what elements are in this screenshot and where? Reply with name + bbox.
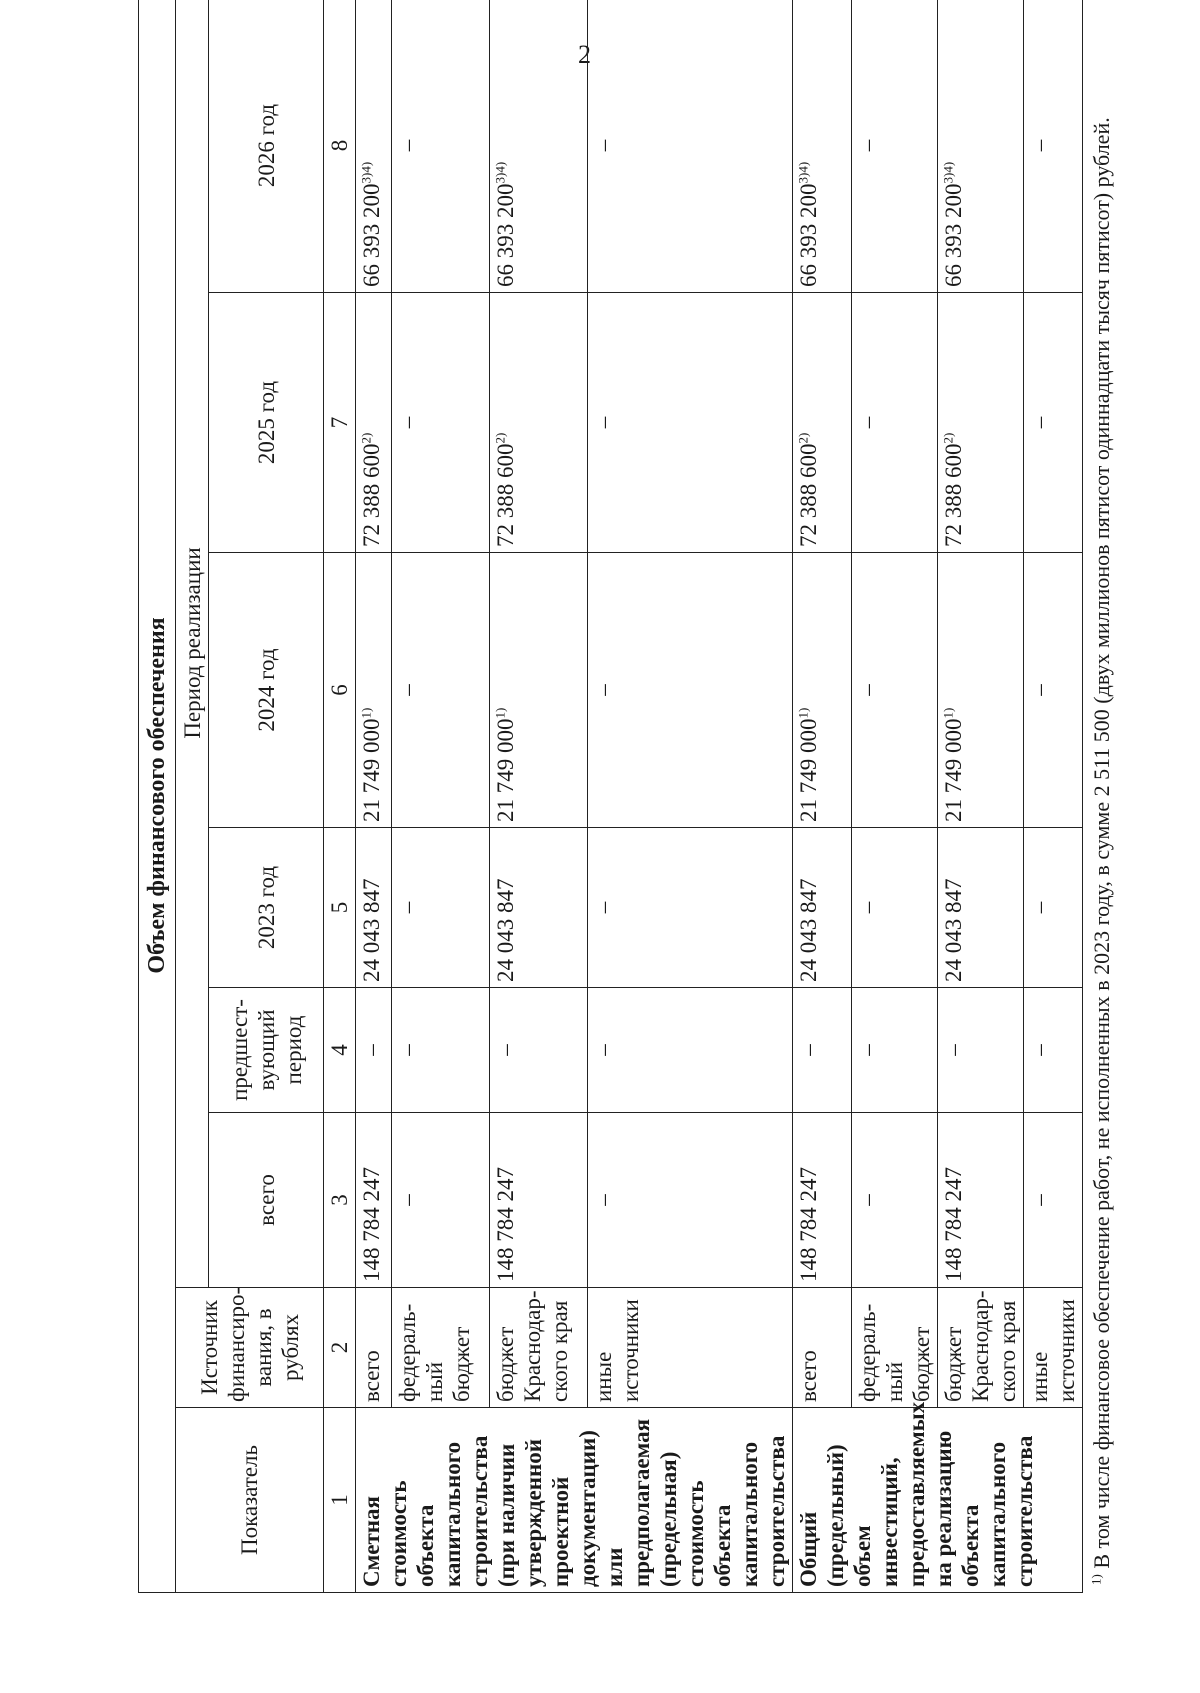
y2024-cell: – (1024, 553, 1083, 828)
col-number: 8 (324, 0, 356, 293)
table-row (392, 0, 490, 1593)
header-period: Период реализации (176, 0, 209, 1288)
previous-cell: – (356, 988, 392, 1113)
header-previous: предшест-вующий период (209, 988, 324, 1113)
footnote-ref: 1) (492, 707, 508, 719)
table-row (938, 0, 1024, 1593)
col-number: 3 (324, 1113, 356, 1288)
header-total: всего (209, 1113, 324, 1288)
y2025-cell: – (852, 293, 938, 553)
table-title-row (139, 0, 176, 1593)
y2024-cell: – (588, 553, 793, 828)
footnote-ref: 1) (795, 707, 811, 719)
y2025-cell (356, 293, 392, 553)
y2026-cell (356, 0, 392, 293)
value: 72 388 600 (359, 443, 384, 547)
y2025-cell: – (392, 293, 490, 553)
table-row (490, 0, 588, 1593)
y2026-cell (793, 0, 852, 293)
footnote-ref: 2) (358, 432, 374, 444)
footnote-ref: 1) (358, 707, 374, 719)
value: 66 393 200 (941, 183, 966, 287)
y2023-cell: 24 043 847 (356, 828, 392, 988)
header-2023: 2023 год (209, 828, 324, 988)
col-number: 2 (324, 1288, 356, 1408)
source-cell: бюджет Краснодар-ского края (490, 1288, 588, 1408)
y2024-cell: – (392, 553, 490, 828)
total-cell: – (852, 1113, 938, 1288)
footnote-ref: 3)4) (358, 161, 374, 184)
y2025-cell (938, 293, 1024, 553)
previous-cell: – (793, 988, 852, 1113)
table-row (1024, 0, 1083, 1593)
header-row-1 (176, 0, 209, 1593)
source-cell: федераль-ный бюджет (392, 1288, 490, 1408)
y2024-cell (938, 553, 1024, 828)
value: 21 749 000 (359, 718, 384, 822)
value: 21 749 000 (493, 718, 519, 822)
y2024-cell: – (852, 553, 938, 828)
header-2026: 2026 год (209, 0, 324, 293)
column-numbers-row (324, 0, 356, 1593)
y2025-cell (793, 293, 852, 553)
previous-cell: – (938, 988, 1024, 1113)
footnote-marker: 1) (1088, 1574, 1104, 1585)
y2023-cell: 24 043 847 (938, 828, 1024, 988)
y2023-cell: 24 043 847 (793, 828, 852, 988)
col-number: 5 (324, 828, 356, 988)
footnote (1083, 5, 1115, 1593)
value: 72 388 600 (493, 443, 519, 547)
header-2024: 2024 год (209, 553, 324, 828)
y2026-cell: – (588, 0, 793, 293)
source-cell: иные источники (1024, 1288, 1083, 1408)
y2026-cell (938, 0, 1024, 293)
indicator-cell: Общий (предельный) объем инвестиций, предоставляемых на реализацию объекта капитального строительства (793, 1408, 1083, 1593)
source-cell: бюджет Краснодар-ского края (938, 1288, 1024, 1408)
value: 21 749 000 (796, 718, 821, 822)
source-cell: федераль-ный бюджет (852, 1288, 938, 1408)
value: 66 393 200 (493, 183, 519, 287)
value: 21 749 000 (941, 718, 966, 822)
footnote-ref: 1) (940, 707, 956, 719)
total-cell: 148 784 247 (793, 1113, 852, 1288)
table-title: Объем финансового обеспечения (139, 0, 176, 1593)
previous-cell: – (490, 988, 588, 1113)
total-cell: 148 784 247 (490, 1113, 588, 1288)
y2024-cell (490, 553, 588, 828)
y2024-cell (793, 553, 852, 828)
indicator-cell: Сметная стоимость объекта капитального строительства (при наличии утвержденной проектной документации) или предполагаемая (предельная) стоимость объекта капитального строительства (356, 1408, 793, 1593)
previous-cell: – (1024, 988, 1083, 1113)
y2025-cell: – (588, 293, 793, 553)
table-row (793, 0, 852, 1593)
table-row (588, 0, 793, 1593)
table-row (356, 0, 392, 1593)
header-source: Источник финансиро-вания, в рублях (176, 1288, 324, 1408)
total-cell: 148 784 247 (938, 1113, 1024, 1288)
value: 66 393 200 (359, 183, 384, 287)
footnote-ref: 3)4) (940, 161, 956, 184)
total-cell: – (392, 1113, 490, 1288)
source-cell: всего (356, 1288, 392, 1408)
footnote-ref: 3)4) (795, 161, 811, 184)
col-number: 7 (324, 293, 356, 553)
y2023-cell: 24 043 847 (490, 828, 588, 988)
col-number: 4 (324, 988, 356, 1113)
footnote-text: В том числе финансовое обеспечение работ, не исполненных в 2023 году, в сумме 2 511 500 (двух миллионов пятисот одиннадцати тысяч пятисот) рублей. (1089, 117, 1114, 1575)
y2026-cell: – (392, 0, 490, 293)
previous-cell: – (588, 988, 793, 1113)
header-indicator: Показатель (176, 1408, 324, 1593)
col-number: 6 (324, 553, 356, 828)
total-cell: – (1024, 1113, 1083, 1288)
source-cell: всего (793, 1288, 852, 1408)
value: 66 393 200 (796, 183, 821, 287)
y2026-cell: – (1024, 0, 1083, 293)
previous-cell: – (852, 988, 938, 1113)
footnote-ref: 2) (940, 432, 956, 444)
y2024-cell (356, 553, 392, 828)
y2025-cell (490, 293, 588, 553)
col-number: 1 (324, 1408, 356, 1593)
total-cell: – (588, 1113, 793, 1288)
y2026-cell: – (852, 0, 938, 293)
footnote-ref: 3)4) (492, 161, 508, 184)
value: 72 388 600 (796, 443, 821, 547)
y2026-cell (490, 0, 588, 293)
header-2025: 2025 год (209, 293, 324, 553)
y2023-cell: – (852, 828, 938, 988)
total-cell: 148 784 247 (356, 1113, 392, 1288)
previous-cell: – (392, 988, 490, 1113)
footnote-ref: 2) (492, 432, 508, 444)
y2023-cell: – (392, 828, 490, 988)
financing-table (138, 0, 1083, 1593)
table-row (852, 0, 938, 1593)
rotated-content (138, 0, 1188, 1593)
source-cell: иные источники (588, 1288, 793, 1408)
y2023-cell: – (1024, 828, 1083, 988)
y2025-cell: – (1024, 293, 1083, 553)
value: 72 388 600 (941, 443, 966, 547)
y2023-cell: – (588, 828, 793, 988)
footnote-ref: 2) (795, 432, 811, 444)
page-number: 2 (578, 40, 591, 69)
